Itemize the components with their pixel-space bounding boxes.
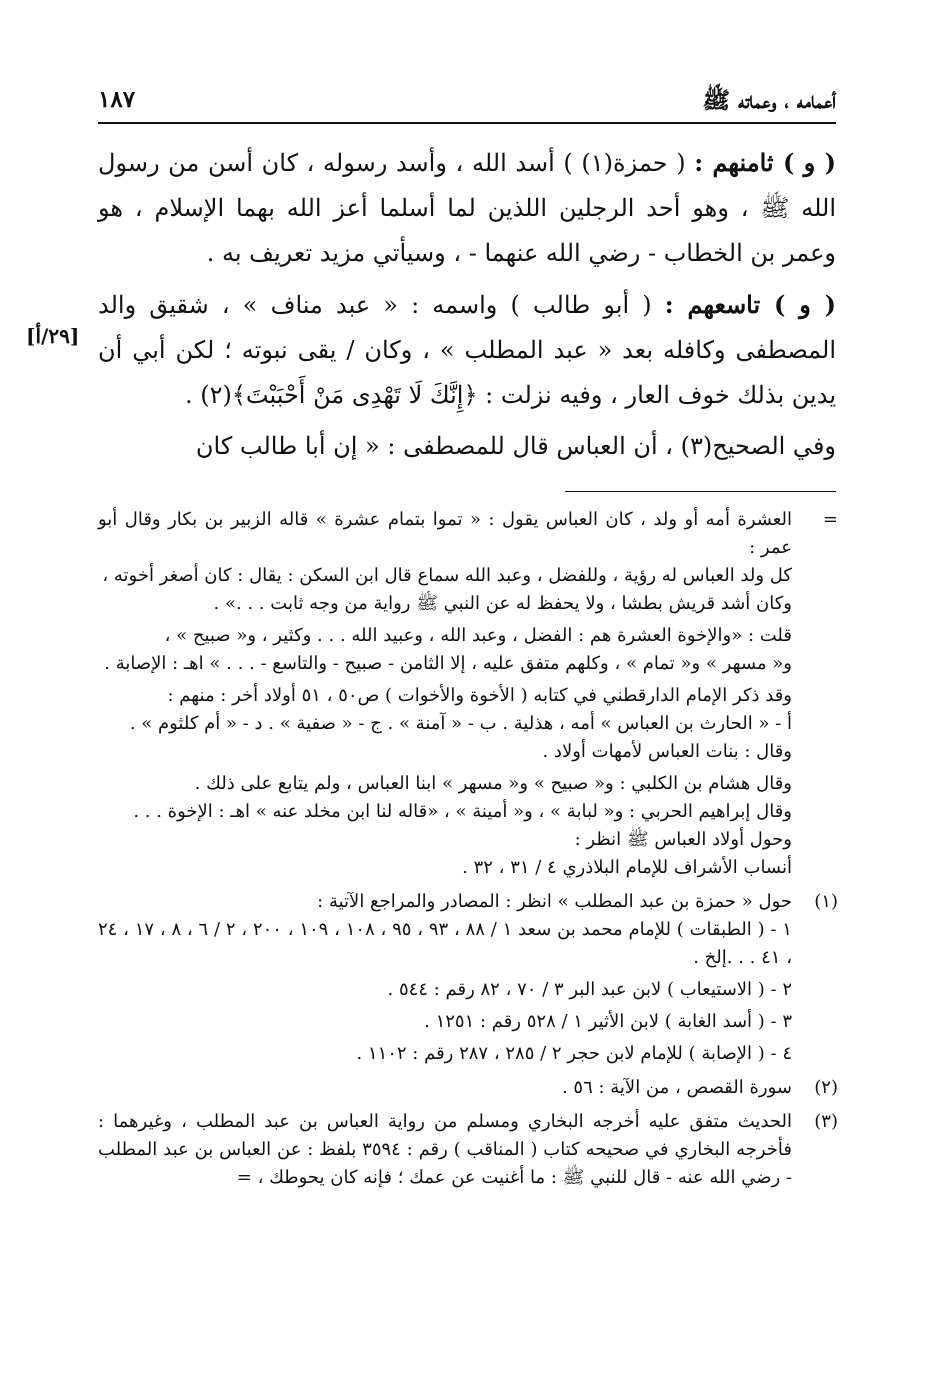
footnote-line: وقال : بنات العباس لأمهات أولاد . xyxy=(542,741,792,762)
footnote-line: وكان أشد قريش بطشا ، ولا يحفظ له عن النبي ﷺ رواية من وجه ثابت . . .» . xyxy=(213,593,792,614)
footnotes xyxy=(98,506,838,1198)
continuation-marker: = xyxy=(822,509,838,530)
footnote-line: سورة القصص ، من الآية : ٥٦ . xyxy=(561,1077,792,1098)
footnote-number: (٣) xyxy=(814,1111,838,1132)
main-text xyxy=(98,140,836,475)
footnote-number: (١) xyxy=(814,891,838,912)
paragraph-sahih xyxy=(98,424,836,469)
paragraph-text: ( حمزة(١) ) أسد الله ، وأسد رسوله ، كان أسن من رسول الله ﷺ ، وهو أحد الرجلين اللذين لما أسلما أعز الله بهما الإسلام ، هو وعمر بن الخطاب - رضي الله عنهما - ، وسيأتي مزيد تعريف به . xyxy=(98,149,836,267)
paragraph-lead: ( و ) تاسعهم : xyxy=(664,290,837,319)
reference-item: ٤ - ( الإصابة ) للإمام لابن حجر ٢ / ٢٨٥ ، ٢٨٧ رقم : ١١٠٢ . xyxy=(356,1043,792,1064)
page-header xyxy=(98,82,836,124)
footnote-3 xyxy=(98,1108,838,1192)
footnote-separator xyxy=(565,491,836,492)
footnote-line: أ - « الحارث بن العباس » أمه ، هذلية . ب - « آمنة » . ج - « صفية » . د - « أم كلثوم » . xyxy=(129,713,792,734)
paragraph-text: وفي الصحيح(٣) ، أن العباس قال للمصطفى : « إن أبا طالب كان xyxy=(195,432,836,460)
paragraph-text: ( أبو طالب ) واسمه : « عبد مناف » ، شقيق والد المصطفى وكافله بعد « عبد المطلب » ، وكان / يقى نبوته ؛ لكن أبي أن يدين بذلك خوف العار ، وفيه نزلت : ﴿إِنَّكَ لَا تَهْدِى مَنْ أَحْبَبْتَ﴾(٢) . xyxy=(98,291,836,409)
footnote-line: حول « حمزة بن عبد المطلب » انظر : المصادر والمراجع الآتية : xyxy=(317,891,792,912)
page-number: ١٨٧ xyxy=(98,86,136,113)
footnote-line: العشرة أمه أو ولد ، كان العباس يقول : « تموا بتمام عشرة » قاله الزبير بن بكار وقال أبو عمر : xyxy=(98,509,792,558)
paragraph-hamza xyxy=(98,140,836,276)
paragraph-lead: ( و ) ثامنهم : xyxy=(694,148,836,177)
footnote-line: قلت : «والإخوة العشرة هم : الفضل ، وعبد الله ، وعبيد الله . . . وكثير ، و« صبيح » ، xyxy=(164,625,792,646)
footnote-line: الحديث متفق عليه أخرجه البخاري ومسلم من رواية العباس بن عبد المطلب ، وغيرهما : فأخرجه البخاري في صحيحه كتاب ( المناقب ) رقم : ٣٥٩٤ بلفظ : عن العباس بن عبد المطلب - رضي الله عنه - قال للنبي ﷺ : ما أغنيت عن عمك ؛ فإنه كان يحوطك ، = xyxy=(98,1111,792,1188)
footnote-1 xyxy=(98,888,838,1068)
footnote-2 xyxy=(98,1074,838,1102)
running-title: أعمامه ، وعماته ﷺ xyxy=(702,87,836,114)
footnote-number: (٢) xyxy=(814,1077,838,1098)
footnote-line: أنساب الأشراف للإمام البلاذري ٤ / ٣١ ، ٣٢ . xyxy=(462,857,792,878)
footnote-line: وحول أولاد العباس ﷺ انظر : xyxy=(574,829,792,850)
footnote-line: كل ولد العباس له رؤية ، وللفضل ، وعبد الله سماع قال ابن السكن : يقال : كان أصغر أخوته ، xyxy=(102,565,792,586)
margin-folio-note: [٢٩/أ] xyxy=(26,324,80,348)
footnote-line: وقد ذكر الإمام الدارقطني في كتابه ( الأخوة والأخوات ) ص٥٠ ، ٥١ أولاد أخر : منهم : xyxy=(167,685,792,706)
footnote-line: وقال إبراهيم الحربي : و« لبابة » ، و« أمينة » ، «قاله لنا ابن مخلد عنه » اهـ : الإخوة . . . xyxy=(133,801,792,822)
reference-item: ١ - ( الطبقات ) للإمام محمد بن سعد ١ / ٨٨ ، ٩٣ ، ٩٥ ، ١٠٨ ، ١٠٩ ، ٢٠٠ ، ٢ / ٦ ، ٨ ، ١٧ ، ٢٤ ، ٤١ . . .إلخ . xyxy=(98,919,792,968)
paragraph-abu-talib xyxy=(98,282,836,418)
reference-item: ٣ - ( أسد الغابة ) لابن الأثير ١ / ٥٢٨ رقم : ١٢٥١ . xyxy=(424,1011,792,1032)
header-rule xyxy=(98,122,836,124)
footnote-line: وقال هشام بن الكلبي : و« صبيح » و« مسهر » ابنا العباس ، ولم يتابع على ذلك . xyxy=(194,773,792,794)
footnote-continuation xyxy=(98,506,838,882)
reference-item: ٢ - ( الاستيعاب ) لابن عبد البر ٣ / ٧٠ ، ٨٢ رقم : ٥٤٤ . xyxy=(387,979,792,1000)
footnote-line: و« مسهر » و« تمام » ، وكلهم متفق عليه ، إلا الثامن - صبيح - والتاسع - . . . » اهـ : الإصابة . xyxy=(104,653,792,674)
